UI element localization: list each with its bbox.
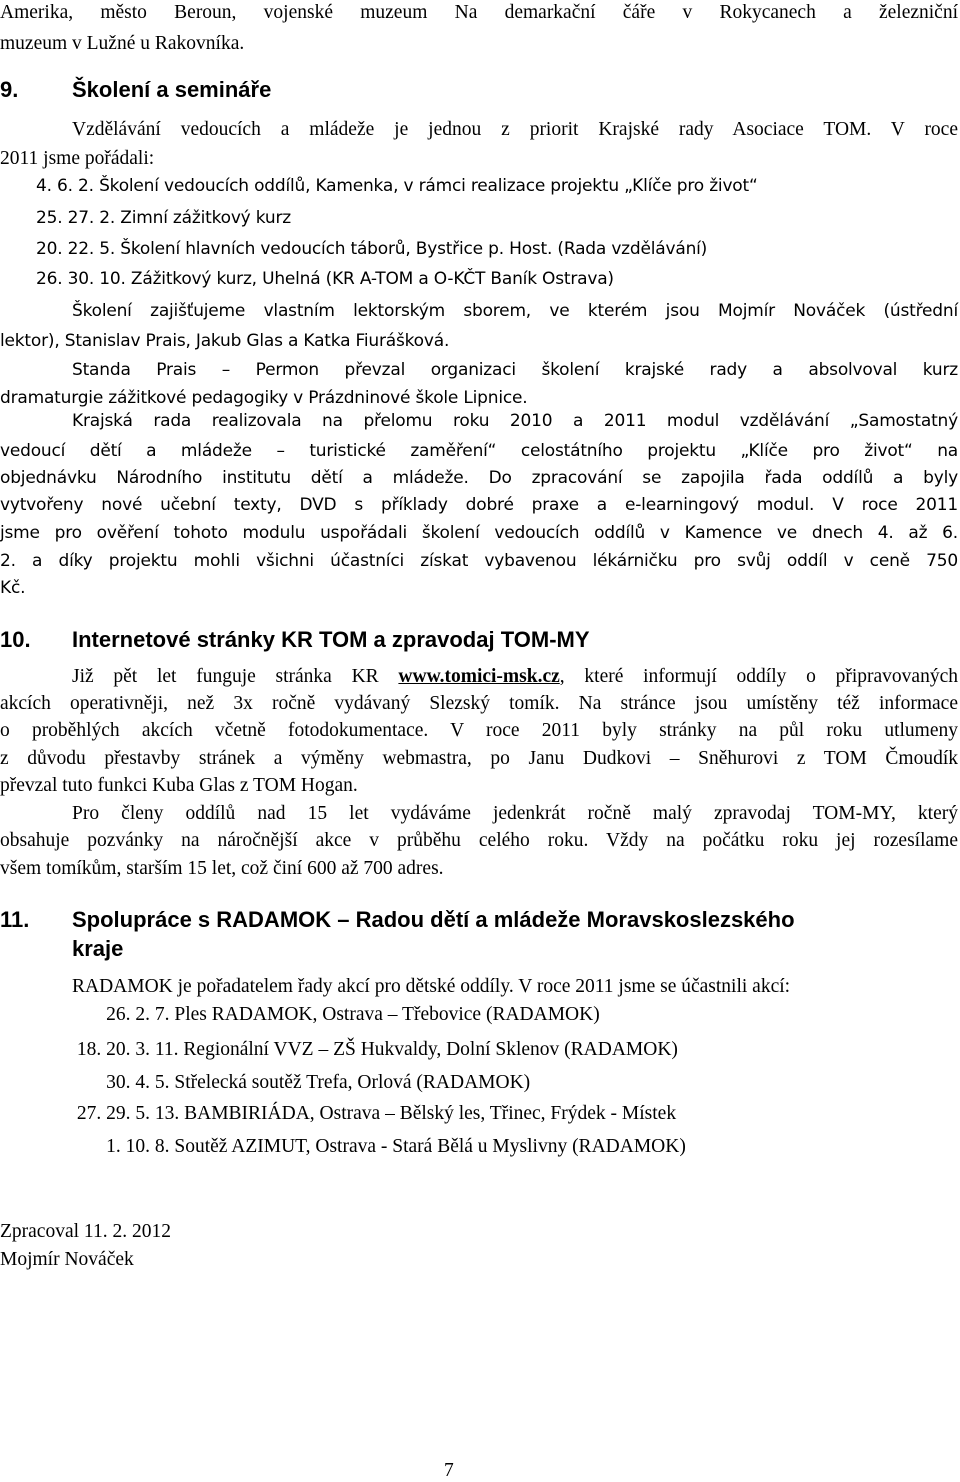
s9-item-1: 4. 6. 2. Školení vedoucích oddílů, Kamenka, v rámci realizace projektu „Klíče pro život“ [36, 176, 758, 196]
event-text: 11. Regionální VVZ – ZŠ Hukvaldy, Dolní Sklenov (RADAMOK) [154, 1039, 678, 1060]
s9-p2-line-2: lektor), Stanislav Prais, Jakub Glas a Katka Fiurášková. [0, 331, 450, 351]
s10-p2-line-1: Pro členy oddílů nad 15 let vydáváme jedenkrát ročně malý zpravodaj TOM-MY, který [72, 803, 958, 824]
s9-p4-line-3: objednávku Národního institutu dětí a mládeže. Do zpracování se zapojila řada oddílů a byly [0, 468, 958, 488]
event-text: 7. Ples RADAMOK, Ostrava – Třebovice (RADAMOK) [154, 1004, 600, 1025]
intro-line-1: Amerika, město Beroun, vojenské muzeum Na demarkační čáře v Rokycanech a železniční [0, 2, 958, 23]
event-date: 27. 29. 5. [76, 1103, 150, 1124]
event-text: 8. Soutěž AZIMUT, Ostrava - Stará Bělá u Myslivny (RADAMOK) [154, 1136, 686, 1157]
s10-p2-line-3: všem tomíkům, starším 15 let, což činí 600 až 700 adres. [0, 858, 444, 879]
s9-p3-line-1: Standa Prais – Permon převzal organizaci školení krajské rady a absolvoval kurz [72, 360, 958, 380]
s10-p1-text-post: , které informují oddíly o připravovaných [559, 666, 958, 687]
s9-item-3: 20. 22. 5. Školení hlavních vedoucích táborů, Bystřice p. Host. (Rada vzdělávání) [36, 239, 708, 259]
website-link[interactable]: www.tomici-msk.cz [398, 666, 560, 687]
s9-p1-line-1: Vzdělávání vedoucích a mládeže je jednou z priorit Krajské rady Asociace TOM. V roce [72, 119, 958, 140]
event-date: 30. 4. [106, 1072, 150, 1093]
section-9-title: Školení a semináře [72, 77, 272, 102]
section-11-number: 11. [0, 907, 30, 932]
s9-p4-line-5: jsme pro ověření tohoto modulu uspořádali školení vedoucích oddílů v Kamence ve dnech 4. až 6. [0, 523, 958, 543]
event-date: 18. 20. 3. [76, 1039, 150, 1060]
s9-p3-line-2: dramaturgie zážitkové pedagogiky v Prázdninové škole Lipnice. [0, 388, 528, 408]
s10-p1-line-2: akcích operativněji, než 3x ročně vydávaný Slezský tomík. Na stránce jsou umístěny též informace [0, 693, 958, 714]
s9-item-2: 25. 27. 2. Zimní zážitkový kurz [36, 208, 291, 228]
event-row-3 [0, 1073, 530, 1093]
s10-p1-line-4: z důvodu přestavby stránek a výměny webmastra, po Janu Dudkovi – Sněhurovi z TOM Čmoudík [0, 748, 958, 769]
event-row-1 [0, 1005, 600, 1025]
section-10-title: Internetové stránky KR TOM a zpravodaj TOM-MY [72, 627, 590, 652]
event-row-4 [0, 1104, 676, 1124]
event-row-5 [0, 1137, 686, 1157]
event-date: 1. 10. [106, 1136, 150, 1157]
s10-p1-line-3: o proběhlých akcích včetně fotodokumentace. V roce 2011 byly stránky na půl roku utlumeny [0, 720, 958, 741]
s9-p2-line-1: Školení zajišťujeme vlastním lektorským sborem, ve kterém jsou Mojmír Nováček (ústřední [72, 301, 958, 321]
s9-p4-line-1: Krajská rada realizovala na přelomu roku 2010 a 2011 modul vzdělávání „Samostatný [72, 411, 958, 431]
section-11-title-line-2: kraje [72, 936, 124, 961]
s10-p2-line-2: obsahuje pozvánky na náročnější akce v průběhu celého roku. Vždy na počátku roku jej rozesílame [0, 830, 958, 851]
footer-author: Mojmír Nováček [0, 1249, 134, 1270]
intro-line-2: muzeum v Lužné u Rakovníka. [0, 33, 245, 54]
section-10-number: 10. [0, 627, 31, 652]
footer-prepared-by: Zpracoval 11. 2. 2012 [0, 1221, 171, 1242]
s11-intro: RADAMOK je pořadatelem řady akcí pro dětské oddíly. V roce 2011 jsme se účastnili akcí: [72, 976, 791, 997]
event-text: 13. BAMBIRIÁDA, Ostrava – Bělský les, Třinec, Frýdek - Místek [154, 1103, 677, 1124]
s9-p4-line-6: 2. a díky projektu mohli všichni účastníci získat vybavenou lékárničku pro svůj oddíl v ceně 750 [0, 551, 958, 571]
s10-p1-line-1 [72, 667, 958, 687]
event-row-2 [0, 1040, 678, 1060]
s9-p4-line-2: vedoucí dětí a mládeže – turistické zaměření“ celostátního projektu „Klíče pro život“ na [0, 441, 958, 461]
event-date: 26. 2. [106, 1004, 150, 1025]
s10-p1-line-5: převzal tuto funkci Kuba Glas z TOM Hogan. [0, 775, 358, 796]
s9-p4-line-7: Kč. [0, 578, 26, 598]
s10-p1-text-pre: Již pět let funguje stránka KR [72, 666, 399, 687]
s9-p4-line-4: vytvořeny nové učební texty, DVD s příklady dobré praxe a e-learningový modul. V roce 2011 [0, 495, 958, 515]
s9-p1-line-2: 2011 jsme pořádali: [0, 148, 155, 169]
section-11-title-line-1: Spolupráce s RADAMOK – Radou dětí a mládeže Moravskoslezského [72, 907, 795, 932]
section-9-number: 9. [0, 77, 19, 102]
s9-item-4: 26. 30. 10. Zážitkový kurz, Uhelná (KR A-TOM a O-KČT Baník Ostrava) [36, 269, 614, 289]
event-text: 5. Střelecká soutěž Trefa, Orlová (RADAMOK) [154, 1072, 531, 1093]
page-number: 7 [444, 1460, 454, 1481]
